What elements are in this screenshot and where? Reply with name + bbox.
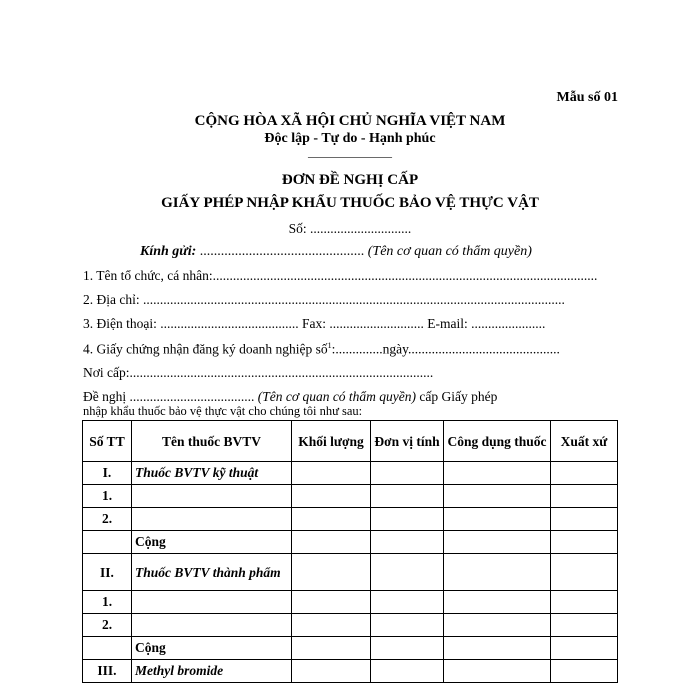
row-cell xyxy=(371,554,444,591)
row-stt: 1. xyxy=(83,591,132,614)
table-row xyxy=(83,508,618,531)
row-cell xyxy=(444,485,551,508)
row-cell xyxy=(292,554,371,591)
cert-date: :..............ngày............................................. xyxy=(331,341,560,357)
row-name: Thuốc BVTV thành phẩm xyxy=(132,554,292,591)
row-cell xyxy=(551,508,618,531)
request-line-2: nhập khẩu thuốc bảo vệ thực vật cho chúng tôi như sau: xyxy=(83,404,363,418)
row-cell xyxy=(444,531,551,554)
header-rule: ——————— xyxy=(308,149,392,163)
row-cell xyxy=(371,637,444,660)
row-stt: III. xyxy=(83,660,132,683)
row-cell xyxy=(444,462,551,485)
row-stt: 1. xyxy=(83,485,132,508)
row-cell xyxy=(371,591,444,614)
row-cell xyxy=(444,614,551,637)
row-total-label: Cộng xyxy=(132,637,292,660)
table-row xyxy=(83,591,618,614)
row-name: Thuốc BVTV kỹ thuật xyxy=(132,462,292,485)
row-cell xyxy=(371,531,444,554)
row-name: Methyl bromide xyxy=(132,660,292,683)
row-cell xyxy=(444,660,551,683)
row-cell xyxy=(551,591,618,614)
email-field: E-mail: ...................... xyxy=(423,316,546,331)
row-cell xyxy=(551,614,618,637)
row-stt: I. xyxy=(83,462,132,485)
document-number-line: Số: .............................. xyxy=(288,221,412,236)
salutation xyxy=(140,244,532,260)
row-cell xyxy=(292,591,371,614)
row-cell xyxy=(292,508,371,531)
row-cell xyxy=(292,462,371,485)
form-number: Mẫu số 01 xyxy=(556,90,618,105)
header-origin: Xuất xứ xyxy=(551,421,618,462)
row-stt: 2. xyxy=(83,614,132,637)
table-row xyxy=(83,531,618,554)
nation-heading: CỘNG HÒA XÃ HỘI CHỦ NGHĨA VIỆT NAM xyxy=(194,113,506,129)
row-cell xyxy=(371,508,444,531)
document-title-line1: ĐƠN ĐỀ NGHỊ CẤP xyxy=(281,172,419,188)
row-cell xyxy=(444,508,551,531)
row-cell xyxy=(371,614,444,637)
row-cell xyxy=(444,637,551,660)
table-row xyxy=(83,660,618,683)
phone-field: 3. Điện thoại: ......................................... xyxy=(83,316,299,331)
request-dots: Đề nghị ..................................... xyxy=(83,389,255,404)
row-stt xyxy=(83,531,132,554)
request-rest: cấp Giấy phép xyxy=(416,389,498,404)
header-name: Tên thuốc BVTV xyxy=(132,421,292,462)
row-name xyxy=(132,591,292,614)
row-cell xyxy=(551,485,618,508)
row-cell xyxy=(292,637,371,660)
table-row xyxy=(83,485,618,508)
row-cell xyxy=(292,485,371,508)
row-cell xyxy=(551,660,618,683)
salutation-dots: ............................................... xyxy=(196,244,365,259)
row-stt: 2. xyxy=(83,508,132,531)
header-quantity: Khối lượng xyxy=(292,421,371,462)
fax-field: Fax: ............................ xyxy=(298,316,424,331)
motto: Độc lập - Tự do - Hạnh phúc xyxy=(264,131,436,146)
business-cert-field xyxy=(83,341,560,358)
salutation-authority: (Tên cơ quan có thẩm quyền) xyxy=(364,244,532,259)
row-name xyxy=(132,508,292,531)
row-cell xyxy=(551,554,618,591)
request-line xyxy=(83,389,497,405)
row-name xyxy=(132,614,292,637)
row-cell xyxy=(444,591,551,614)
header-usage: Công dụng thuốc xyxy=(444,421,551,462)
header-unit: Đơn vị tính xyxy=(371,421,444,462)
table-row xyxy=(83,637,618,660)
cert-footnote: 1 xyxy=(327,341,332,350)
row-cell xyxy=(551,637,618,660)
org-name-field: 1. Tên tổ chức, cá nhân:.................................................................................................................. xyxy=(83,268,598,283)
row-name xyxy=(132,485,292,508)
row-cell xyxy=(292,531,371,554)
row-stt xyxy=(83,637,132,660)
request-authority: (Tên cơ quan có thẩm quyền) xyxy=(254,389,417,404)
table-row xyxy=(83,462,618,485)
header-stt: Số TT xyxy=(83,421,132,462)
row-cell xyxy=(371,485,444,508)
row-cell xyxy=(371,660,444,683)
row-cell xyxy=(444,554,551,591)
import-table xyxy=(82,420,618,683)
row-cell xyxy=(292,614,371,637)
table-row xyxy=(83,614,618,637)
issued-at-field: Nơi cấp:.......................................................................................... xyxy=(83,365,434,380)
row-cell xyxy=(551,531,618,554)
table-row xyxy=(83,554,618,591)
salutation-label: Kính gửi: xyxy=(140,244,197,259)
address-field: 2. Địa chỉ: ............................................................................................................................. xyxy=(83,292,565,307)
row-stt: II. xyxy=(83,554,132,591)
row-cell xyxy=(292,660,371,683)
document-title-line2: GIẤY PHÉP NHẬP KHẨU THUỐC BẢO VỆ THỰC VẬT xyxy=(161,195,539,211)
cert-label: 4. Giấy chứng nhận đăng ký doanh nghiệp số xyxy=(83,341,328,357)
table-header-row xyxy=(83,421,618,462)
row-total-label: Cộng xyxy=(132,531,292,554)
contact-field xyxy=(83,316,545,332)
row-cell xyxy=(551,462,618,485)
row-cell xyxy=(371,462,444,485)
